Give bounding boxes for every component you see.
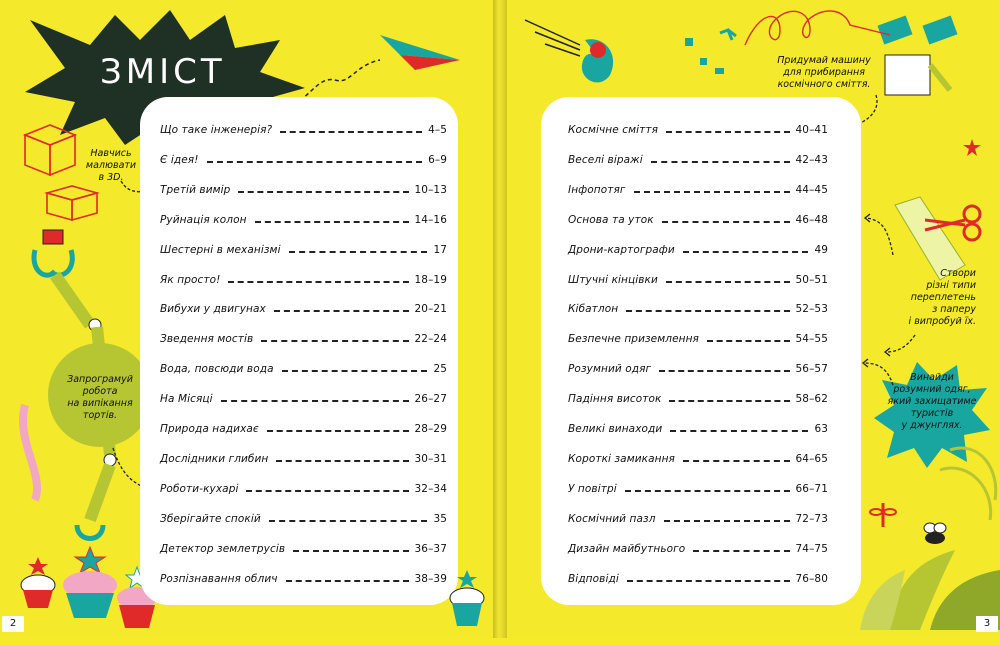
cupcake-icon [447,568,487,628]
toc-entry-pages: 66–71 [795,482,828,495]
toc-entry[interactable] [568,543,828,555]
bee-icon [918,520,953,550]
toc-entry-title: Космічний пазл [568,512,656,525]
toc-dot-leader [683,251,809,253]
note-line: розумний одяг, [893,384,971,395]
toc-entry-pages: 40–41 [795,124,828,136]
note-line: Створи [940,268,976,279]
toc-entry[interactable] [160,363,447,375]
toc-entry-pages: 42–43 [795,153,828,166]
note-line: Навчись [90,148,132,159]
toc-entry-title: Роботи-кухарі [160,482,239,495]
toc-entry-title: Короткі замикання [568,452,675,465]
toc-entry-pages: 4–5 [428,124,447,136]
page-number-left: 2 [2,616,24,632]
toc-dot-leader [627,580,790,582]
note-program-robot [52,374,148,422]
toc-entry-title: Детектор землетрусів [160,542,286,555]
toc-entry[interactable] [568,214,828,226]
scissors-icon [920,200,990,245]
toc-entry-title: Космічне сміття [568,124,659,136]
note-line: у джунглях. [901,420,963,431]
note-line: і випробуй їх. [908,316,976,327]
toc-dot-leader [274,310,409,312]
toc-entry-pages: 17 [433,243,447,256]
note-space-junk [770,55,878,91]
toc-dot-leader [255,221,409,223]
toc-entry-title: У повітрі [568,482,617,495]
toc-dot-leader [666,281,790,283]
toc-dot-leader [662,221,790,223]
note-line: на випікання [67,398,133,409]
toc-entry[interactable] [160,333,447,345]
toc-entry[interactable] [160,214,447,226]
toc-entry-pages: 58–62 [795,393,828,406]
cupcake-icon [18,555,58,610]
note-line: робота [82,386,118,397]
toc-entry[interactable] [160,573,447,585]
toc-entry[interactable] [160,184,447,196]
toc-dot-leader [289,251,428,253]
toc-entry-title: Розпізнавання облич [160,572,278,585]
toc-entry-title: Руйнація колон [160,213,247,226]
toc-entry[interactable] [568,453,828,465]
toc-entry[interactable] [160,423,447,435]
page-number-right: 3 [976,616,998,632]
toc-dot-leader [625,490,790,492]
note-line: Запрограмуй [67,374,133,385]
toc-entry-title: Дослідники глибин [160,452,269,465]
toc-dot-leader [282,370,428,372]
toc-entry-title: Відповіді [568,572,619,585]
toc-dot-leader [276,460,408,462]
toc-entry-pages: 30–31 [414,452,447,465]
toc-entry[interactable] [160,124,447,136]
insect-icon [868,500,898,530]
toc-dot-leader [267,430,409,432]
toc-dot-leader [651,161,790,163]
toc-dot-leader [669,400,789,402]
toc-entry-pages: 64–65 [795,452,828,465]
toc-entry[interactable] [568,423,828,435]
toc-dot-leader [293,550,408,552]
toc-entry-pages: 36–37 [414,542,447,555]
star-icon [962,138,982,158]
toc-entry-title: Основа та уток [568,213,654,226]
toc-panel-right [541,97,861,605]
toc-entry-pages: 18–19 [414,273,447,286]
toc-entry-pages: 52–53 [795,303,828,316]
toc-dot-leader [664,520,790,522]
toc-dot-leader [666,131,789,133]
cube-icon [20,120,80,180]
toc-entry[interactable] [568,303,828,315]
cupcake-icon [60,545,120,620]
page-title: ЗМІСТ [100,52,226,92]
toc-entry-title: Природа надихає [160,423,259,435]
toc-entry-title: Третій вимір [160,183,231,196]
toc-entry[interactable] [568,363,828,375]
note-weaves [866,268,976,328]
toc-entry[interactable] [160,543,447,555]
toc-dot-leader [261,340,408,342]
toc-entry[interactable] [568,184,828,196]
toc-dot-leader [670,430,808,432]
toc-entry[interactable] [568,154,828,166]
toc-dot-leader [228,281,408,283]
toc-entry[interactable] [568,274,828,286]
comet-icon [520,10,630,90]
toc-entry[interactable] [160,393,447,405]
toc-entry-title: Шестерні в механізмі [160,243,281,256]
note-line: для прибирання [783,67,865,78]
toc-dot-leader [280,131,422,133]
toc-dot-leader [683,460,790,462]
toc-dot-leader [207,161,423,163]
toc-entry-title: Кібатлон [568,303,619,316]
note-line: різні типи [926,280,976,291]
toc-entry[interactable] [160,244,447,256]
note-line: переплетень [910,292,976,303]
toc-entry[interactable] [160,154,447,166]
toc-entry-pages: 22–24 [414,333,447,346]
toc-entry-pages: 38–39 [414,572,447,585]
toc-dot-leader [238,191,408,193]
toc-entry[interactable] [568,573,828,585]
toc-entry-title: Зведення мостів [160,333,254,346]
toc-entry-pages: 25 [433,363,447,376]
toc-dot-leader [221,400,409,402]
toc-entry-title: Великі винаходи [568,423,663,435]
toc-entry-pages: 50–51 [795,273,828,286]
paper-plane-icon [375,30,465,75]
note-line: Придумай машину [777,55,871,66]
toc-entry[interactable] [160,453,447,465]
toc-entry-title: Є ідея! [160,153,199,166]
note-arrow-icon [858,210,898,260]
toc-entry-pages: 74–75 [795,542,828,555]
toc-entry-title: Дрони-картографи [568,243,675,256]
toc-entry-title: Розумний одяг [568,363,652,376]
toc-entry-pages: 44–45 [795,183,828,196]
toc-entry[interactable] [568,513,828,525]
toc-entry-title: Вибухи у двигунах [160,303,266,316]
toc-dot-leader [707,340,790,342]
toc-dot-leader [626,310,789,312]
toc-entry[interactable] [568,124,828,136]
toc-entry[interactable] [568,483,828,495]
toc-entry-title: Як просто! [160,273,221,286]
note-line: який захищатиме [887,396,977,407]
toc-entry[interactable] [160,513,447,525]
toc-entry-pages: 14–16 [414,213,447,226]
toc-entry-pages: 32–34 [414,482,447,495]
toc-entry-title: Вода, повсюди вода [160,363,274,376]
note-line: з паперу [932,304,976,315]
toc-entry-pages: 76–80 [795,572,828,585]
toc-entry-title: Веселі віражі [568,153,643,166]
toc-entry-title: Дизайн майбутнього [568,542,686,555]
toc-entry-pages: 63 [814,423,828,435]
book-spine [493,0,507,638]
toc-entry[interactable] [160,303,447,315]
toc-entry-pages: 20–21 [414,303,447,316]
toc-entry-pages: 26–27 [414,393,447,406]
note-line: космічного сміття. [777,79,871,90]
cube-icon [42,183,102,223]
toc-entry-pages: 49 [814,243,828,256]
toc-entry[interactable] [568,333,828,345]
toc-entry-pages: 56–57 [795,363,828,376]
toc-entry-pages: 72–73 [795,512,828,525]
toc-dot-leader [693,550,789,552]
note-line: малювати [85,160,137,171]
toc-dot-leader [659,370,789,372]
toc-entry-title: Штучні кінцівки [568,273,658,286]
note-line: в 3D. [98,172,124,183]
toc-entry-title: Інфопотяг [568,183,626,196]
toc-entry-pages: 35 [433,512,447,525]
toc-panel-left [140,97,458,605]
note-line: Винайди [910,372,954,383]
toc-entry-pages: 28–29 [414,423,447,435]
toc-entry[interactable] [160,274,447,286]
toc-entry-title: Що таке інженерія? [160,124,273,136]
toc-entry-title: На Місяці [160,393,213,406]
toc-entry-pages: 54–55 [795,333,828,346]
note-line: туристів [910,408,954,419]
toc-dot-leader [634,191,790,193]
note-line: тортів. [82,410,118,421]
toc-entry[interactable] [568,393,828,405]
toc-dot-leader [246,490,408,492]
toc-entry-pages: 6–9 [428,153,447,166]
toc-entry-title: Падіння висоток [568,393,662,406]
toc-dot-leader [286,580,409,582]
toc-dot-leader [269,520,428,522]
toc-entry-title: Безпечне приземлення [568,333,699,346]
toc-entry-pages: 10–13 [414,183,447,196]
toc-entry-pages: 46–48 [795,213,828,226]
toc-entry-title: Зберігайте спокій [160,512,261,525]
note-arrow-icon [858,355,898,390]
toc-entry[interactable] [568,244,828,256]
toc-entry[interactable] [160,483,447,495]
